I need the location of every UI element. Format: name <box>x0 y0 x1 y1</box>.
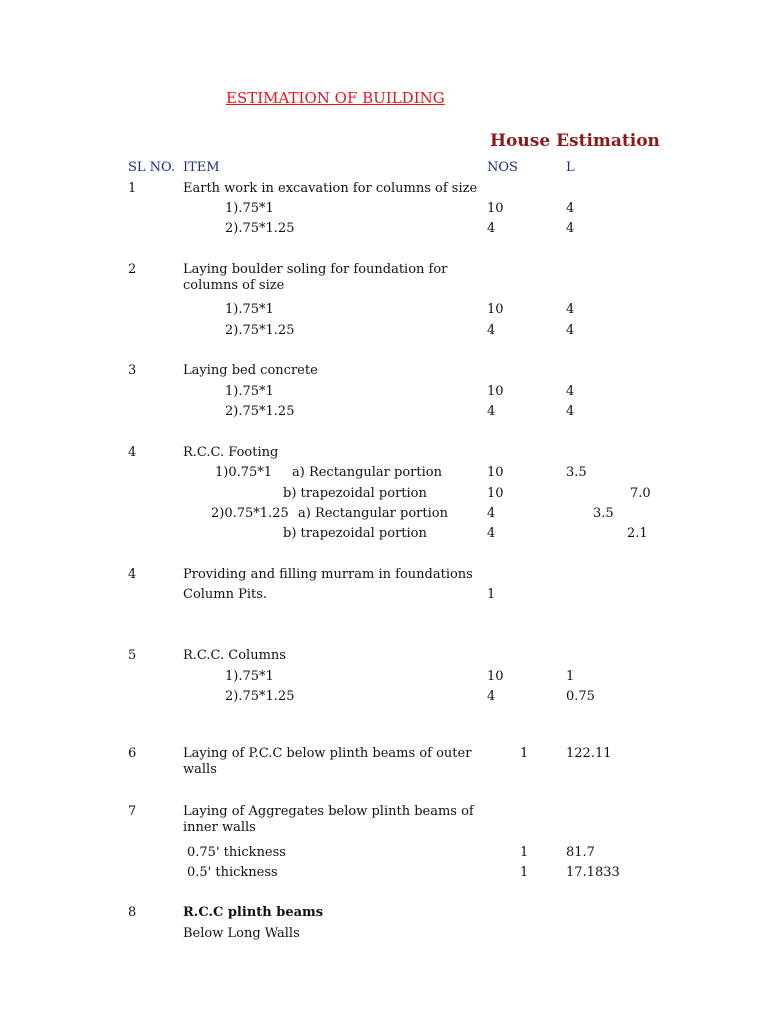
length-value: 3.5 <box>566 465 587 480</box>
nos-value: 4 <box>487 221 496 236</box>
nos-value: 4 <box>487 689 496 704</box>
nos-value: 1 <box>487 587 496 602</box>
length-value: 81.7 <box>566 845 595 860</box>
sheet-title: House Estimation <box>490 131 660 151</box>
length-value: 4 <box>566 404 575 419</box>
item-size: 2)0.75*1.25 <box>211 506 289 521</box>
nos-value: 4 <box>487 404 496 419</box>
portion-label: a) Rectangular portion <box>298 506 448 521</box>
header-sl-no: SL NO. <box>128 160 176 175</box>
length-value: 0.75 <box>566 689 595 704</box>
nos-value: 10 <box>487 302 504 317</box>
nos-value: 4 <box>487 526 496 541</box>
item-size: 0.75' thickness <box>187 845 286 860</box>
length-value: 3.5 <box>593 506 614 521</box>
item-size: 2).75*1.25 <box>225 221 295 236</box>
portion-label: b) trapezoidal portion <box>283 486 427 501</box>
length-value: 2.1 <box>627 526 648 541</box>
nos-value: 10 <box>487 669 504 684</box>
item-description: Providing and filling murram in foundations <box>183 567 473 582</box>
length-value: 17.1833 <box>566 865 620 880</box>
length-value: 4 <box>566 323 575 338</box>
item-description-continued: inner walls <box>183 820 256 835</box>
sl-no: 6 <box>128 746 137 761</box>
item-description: R.C.C plinth beams <box>183 905 324 920</box>
portion-label: b) trapezoidal portion <box>283 526 427 541</box>
item-description-continued: Column Pits. <box>183 587 268 602</box>
item-size: 2).75*1.25 <box>225 689 295 704</box>
item-size: 0.5' thickness <box>187 865 278 880</box>
item-size: 1).75*1 <box>225 669 274 684</box>
sl-no: 1 <box>128 181 137 196</box>
length-value: 4 <box>566 201 575 216</box>
item-description: Laying of Aggregates below plinth beams of <box>183 804 474 819</box>
item-size: 1)0.75*1 <box>215 465 273 480</box>
length-value: 7.0 <box>630 486 651 501</box>
length-value: 4 <box>566 384 575 399</box>
item-size: 1).75*1 <box>225 384 274 399</box>
item-description: Laying bed concrete <box>183 363 318 378</box>
sl-no: 8 <box>128 905 137 920</box>
sl-no: 4 <box>128 445 137 460</box>
length-value: 1 <box>566 669 575 684</box>
item-description: Laying of P.C.C below plinth beams of outer <box>183 746 472 761</box>
sl-no: 5 <box>128 648 137 663</box>
nos-value: 1 <box>520 845 529 860</box>
item-description: Earth work in excavation for columns of size <box>183 181 478 196</box>
nos-value: 10 <box>487 201 504 216</box>
header-length: L <box>566 160 575 175</box>
item-size: 2).75*1.25 <box>225 323 295 338</box>
document-title: ESTIMATION OF BUILDING <box>226 89 445 107</box>
nos-value: 10 <box>487 486 504 501</box>
header-item: ITEM <box>183 160 220 175</box>
length-value: 122.11 <box>566 746 612 761</box>
header-nos: NOS <box>487 160 518 175</box>
item-description-continued: columns of size <box>183 278 285 293</box>
item-size: 2).75*1.25 <box>225 404 295 419</box>
sl-no: 2 <box>128 262 137 277</box>
item-size: 1).75*1 <box>225 302 274 317</box>
sl-no: 4 <box>128 567 137 582</box>
item-description: R.C.C. Columns <box>183 648 286 663</box>
item-description-continued: Below Long Walls <box>183 926 300 941</box>
item-size: 1).75*1 <box>225 201 274 216</box>
item-description: Laying boulder soling for foundation for <box>183 262 448 277</box>
item-description-continued: walls <box>183 762 217 777</box>
nos-value: 10 <box>487 384 504 399</box>
nos-value: 4 <box>487 323 496 338</box>
nos-value: 1 <box>520 746 529 761</box>
nos-value: 10 <box>487 465 504 480</box>
sl-no: 7 <box>128 804 137 819</box>
nos-value: 1 <box>520 865 529 880</box>
item-description: R.C.C. Footing <box>183 445 279 460</box>
sl-no: 3 <box>128 363 137 378</box>
portion-label: a) Rectangular portion <box>292 465 442 480</box>
nos-value: 4 <box>487 506 496 521</box>
length-value: 4 <box>566 302 575 317</box>
length-value: 4 <box>566 221 575 236</box>
